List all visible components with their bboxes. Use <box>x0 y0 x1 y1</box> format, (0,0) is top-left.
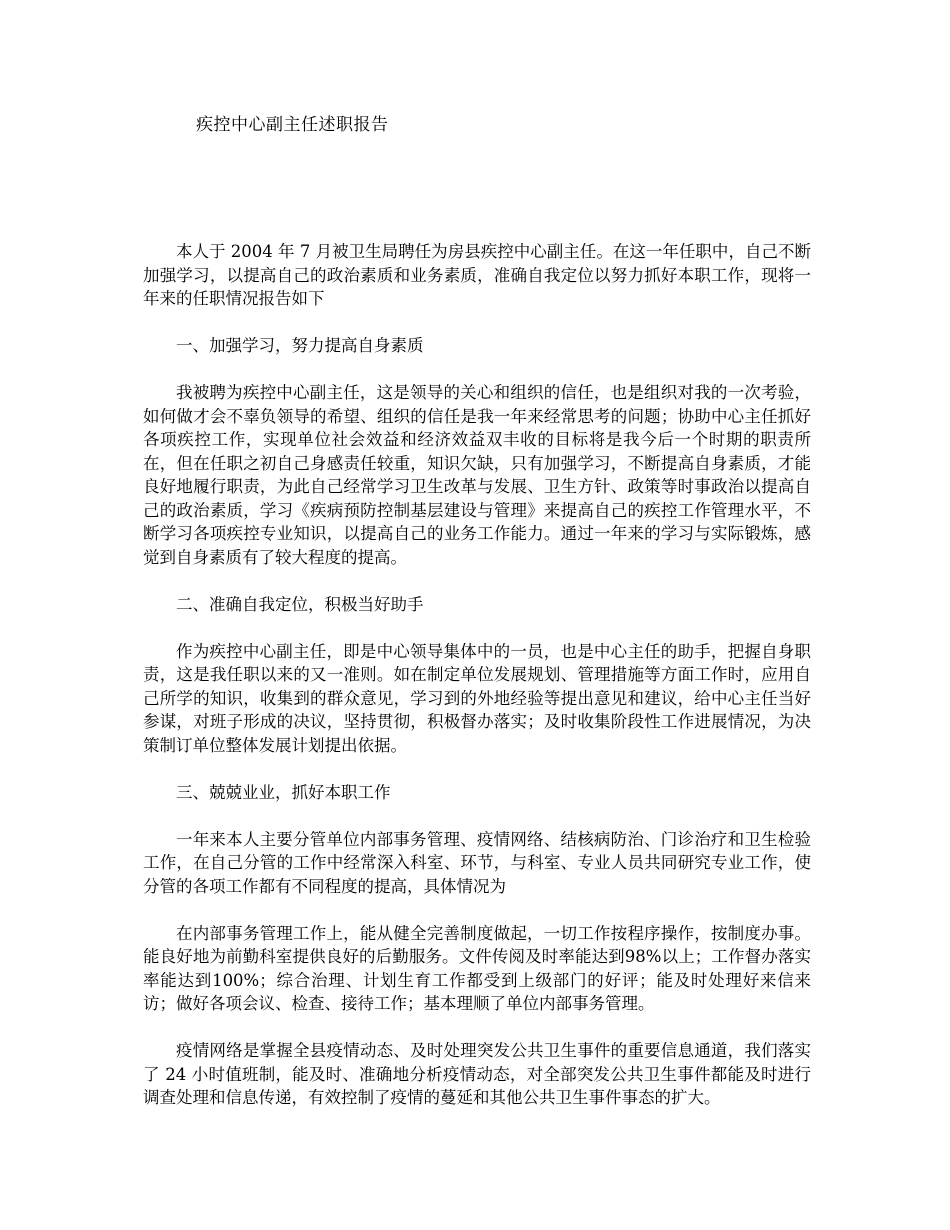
section-3-paragraph-3: 疫情网络是掌握全县疫情动态、及时处理突发公共卫生事件的重要信息通道，我们落实了 24 小时值班制，能及时、准确地分析疫情动态，对全部突发公共卫生事件都能及时进行调查处理和信息传递，有效控制了疫情的蔓延和其他公共卫生事件事态的扩大。 <box>143 1041 811 1107</box>
section-heading-2: 二、准确自我定位，积极当好助手 <box>176 594 424 614</box>
section-3-paragraph-1: 一年来本人主要分管单位内部事务管理、疫情网络、结核病防治、门诊治疗和卫生检验工作，在自己分管的工作中经常深入科室、环节，与科室、专业人员共同研究专业工作，使分管的各项工作都有不同程度的提高，具体情况为 <box>143 829 811 896</box>
section-heading-1: 一、加强学习，努力提高自身素质 <box>176 336 424 355</box>
section-1-paragraph: 我被聘为疾控中心副主任，这是领导的关心和组织的信任，也是组织对我的一次考验，如何做才会不辜负领导的希望、组织的信任是我一年来经常思考的问题；协助中心主任抓好各项疾控工作，实现单位社会效益和经济效益双丰收的目标将是我今后一个时期的职责所在，但在任职之初自己身感责任较重，知识欠缺，只有加强学习，不断提高自身素质，才能良好地履行职责，为此自己经常学习卫生改革与发展、卫生方针、政策等时事政治以提高自己的政治素质，学习《疾病预防控制基层建设与管理》来提高自己的疾控工作管理水平，不断学习各项疾控专业知识，以提高自己的业务工作能力。通过一年来的学习与实际锻炼，感觉到自身素质有了较大程度的提高。 <box>143 383 811 567</box>
section-3-paragraph-2: 在内部事务管理工作上，能从健全完善制度做起，一切工作按程序操作，按制度办事。能良好地为前勤科室提供良好的后勤服务。文件传阅及时率能达到98%以上；工作督办落实率能达到100%；综合治理、计划生育工作都受到上级部门的好评；能及时处理好来信来访；做好各项会议、检查、接待工作；基本理顺了单位内部事务管理。 <box>143 923 811 1013</box>
document-title: 疾控中心副主任述职报告 <box>196 115 389 135</box>
section-heading-3: 三、兢兢业业，抓好本职工作 <box>176 782 391 802</box>
intro-paragraph: 本人于 2004 年 7 月被卫生局聘任为房县疾控中心副主任。在这一年任职中，自己不断加强学习，以提高自己的政治素质和业务素质，准确自我定位以努力抓好本职工作，现将一年来的任职情况报告如下 <box>143 242 811 308</box>
document-body <box>143 240 811 1133</box>
section-2-paragraph: 作为疾控中心副主任，即是中心领导集体中的一员，也是中心主任的助手，把握自身职责，这是我任职以来的又一准则。如在制定单位发展规划、管理措施等方面工作时，应用自己所学的知识，收集到的群众意见，学习到的外地经验等提出意见和建议，给中心主任当好参谋，对班子形成的决议，坚持贯彻，积极督办落实；及时收集阶段性工作进展情况，为决策制订单位整体发展计划提出依据。 <box>143 641 811 755</box>
